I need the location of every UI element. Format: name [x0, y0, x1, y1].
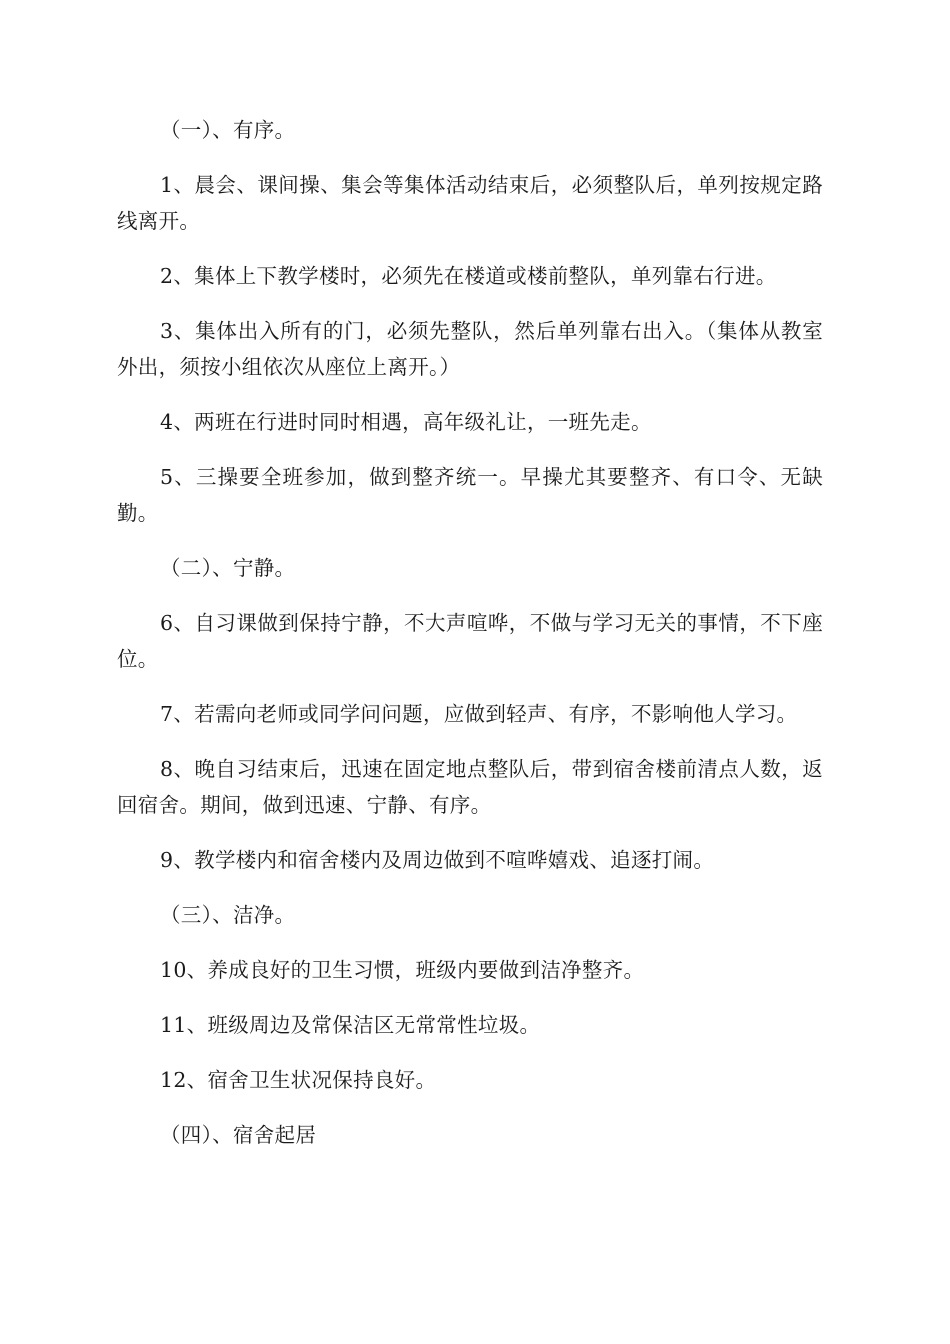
rule-paragraph-4: 4、两班在行进时同时相遇，高年级礼让，一班先走。 — [160, 410, 652, 434]
rule-paragraph-8: 8、晚自习结束后，迅速在固定地点整队后，带到宿舍楼前清点人数，返回宿舍。期间，做到迅速、宁静、有序。 — [117, 757, 823, 817]
rule-paragraph-7: 7、若需向老师或同学问问题，应做到轻声、有序，不影响他人学习。 — [160, 702, 798, 726]
rule-paragraph-2: 2、集体上下教学楼时，必须先在楼道或楼前整队，单列靠右行进。 — [160, 264, 777, 288]
document-body — [117, 112, 823, 1172]
section-heading-clean: （三）、洁净。 — [160, 903, 296, 927]
section-heading-dormitory: （四）、宿舍起居 — [160, 1123, 317, 1147]
section-heading-order: （一）、有序。 — [160, 118, 296, 142]
section-heading-quiet: （二）、宁静。 — [160, 556, 296, 580]
rule-paragraph-3: 3、集体出入所有的门，必须先整队，然后单列靠右出入。（集体从教室外出，须按小组依次从座位上离开。） — [117, 319, 823, 379]
rule-paragraph-11: 11、班级周边及常保洁区无常常性垃圾。 — [160, 1013, 541, 1037]
rule-paragraph-10: 10、养成良好的卫生习惯，班级内要做到洁净整齐。 — [160, 958, 645, 982]
rule-paragraph-5: 5、三操要全班参加，做到整齐统一。早操尤其要整齐、有口令、无缺勤。 — [117, 465, 823, 525]
rule-paragraph-9: 9、教学楼内和宿舍楼内及周边做到不喧哗嬉戏、追逐打闹。 — [160, 848, 715, 872]
rule-paragraph-1: 1、晨会、课间操、集会等集体活动结束后，必须整队后，单列按规定路线离开。 — [117, 173, 823, 233]
rule-paragraph-12: 12、宿舍卫生状况保持良好。 — [160, 1068, 437, 1092]
rule-paragraph-6: 6、自习课做到保持宁静，不大声喧哗，不做与学习无关的事情，不下座位。 — [117, 611, 823, 671]
